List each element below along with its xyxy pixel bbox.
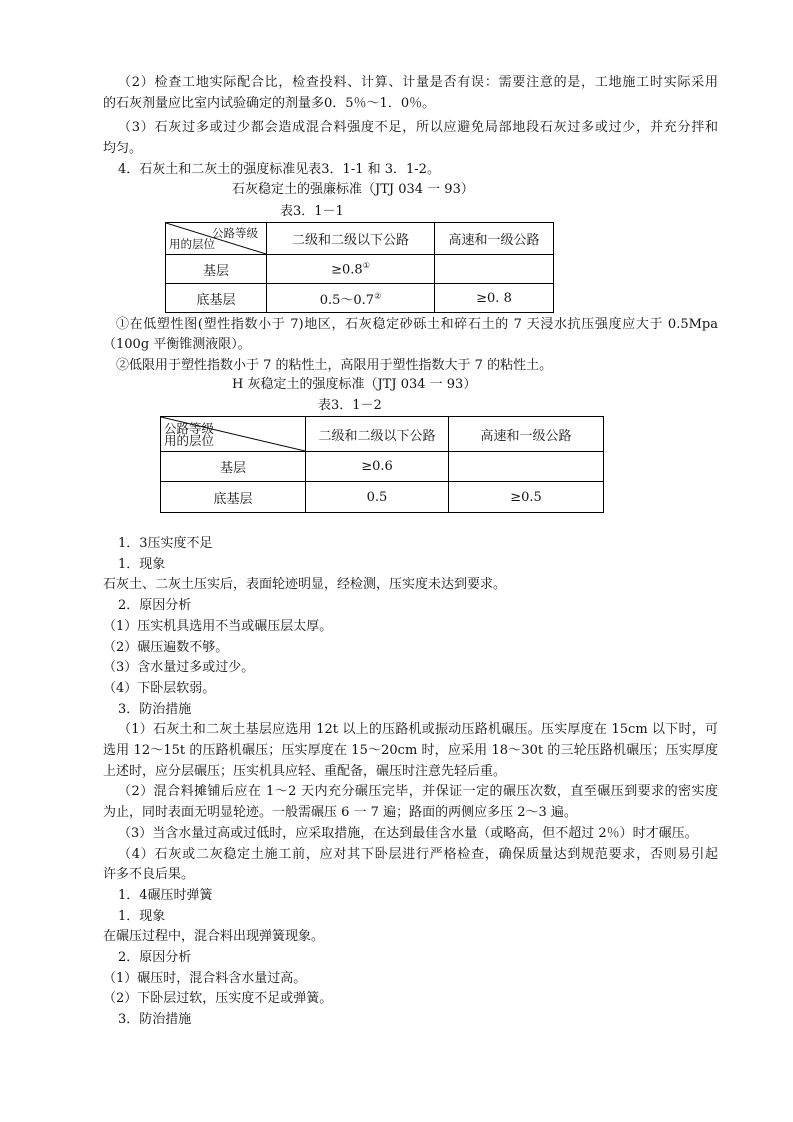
table1-title: 石灰稳定土的强廉标准（JTJ 034 一 93） [232, 182, 474, 197]
section-heading: 1．3压实度不足 [118, 536, 213, 551]
table2-caption: 表3．1－2 [318, 398, 382, 413]
subheading: 2．原因分析 [118, 598, 192, 614]
paragraph-line: （2）检查工地实际配合比，检查投料、计算、计量是否有误：需要注意的是，工地施工时实际采用 [118, 75, 718, 90]
subheading: 2．原因分析 [118, 950, 192, 965]
footnote-line: （100g 平衡锥测液限）。 [103, 337, 251, 352]
value-cell [449, 452, 604, 482]
paragraph-line: （3）含水量过多或过少。 [103, 660, 255, 676]
paragraph-line: 4．石灰土和二灰土的强度标准见表3．1-1 和 3．1-2。 [118, 162, 440, 177]
table-row [166, 284, 554, 313]
value-cell [435, 255, 554, 284]
paragraph-line: （1）石灰土和二灰土基层应选用 12t 以上的压路机或振动压路机碾压。压实厚度在 15cm 以下时，可 [118, 722, 718, 738]
layer-cell: 底基层 [161, 482, 306, 513]
table-row [166, 255, 554, 284]
footnote-line: ②低限用于塑性指数小于 7 的粘性土，高限用于塑性指数大于 7 的粘性土。 [116, 358, 553, 373]
paragraph-line: 上述时，应分层碾压；压实机具应轻、重配备，碾压时注意先轻后重。 [103, 763, 507, 779]
paragraph-line: （2）下卧层过软，压实度不足或弹簧。 [103, 991, 333, 1007]
value-cell: ≥0. 8 [435, 284, 554, 313]
layer-cell: 基层 [161, 452, 306, 482]
subheading: 1．现象 [118, 556, 166, 572]
header-bottom-label: 用的层位 [164, 433, 215, 448]
footnote-marker: ① [362, 260, 370, 270]
layer-cell: 底基层 [166, 284, 267, 313]
value-cell [267, 284, 435, 313]
subheading: 3．防治措施 [118, 701, 192, 717]
column-header: 高速和一级公路 [435, 223, 554, 255]
paragraph-line: （4）下卧层软弱。 [103, 680, 216, 696]
value-text: 0.5～0.7 [319, 292, 375, 308]
table2-title: H 灰稳定土的强度标准（JTJ 034 一 93） [232, 377, 477, 392]
column-header: 二级和二级以下公路 [267, 223, 435, 255]
column-header: 高速和一级公路 [449, 417, 604, 452]
value-cell [267, 255, 435, 284]
table-row [161, 452, 604, 482]
table1-caption: 表3．1－1 [280, 204, 344, 219]
paragraph-line: （1）压实机具选用不当或碾压层太厚。 [103, 618, 333, 634]
paragraph-line: 在碾压过程中，混合料出现弹簧现象。 [103, 929, 325, 945]
value-cell: 0.5 [306, 482, 449, 513]
paragraph-line: （4）石灰或二灰稳定土施工前，应对其下卧层进行严格检查，确保质量达到规范要求，否则易引起 [118, 846, 718, 862]
column-header: 二级和二级以下公路 [306, 417, 449, 452]
table2-diagonal-header [161, 417, 306, 452]
header-top-label: 公路等级 [212, 226, 258, 240]
paragraph-line: 的石灰剂量应比室内试验确定的剂量多0．5％～1．0％。 [103, 96, 436, 111]
layer-cell: 基层 [166, 255, 267, 284]
subheading: 1．现象 [118, 908, 166, 924]
paragraph-line: 石灰土、二灰土压实后，表面轮迹明显，经检测，压实度未达到要求。 [103, 577, 507, 593]
footnote-marker: ② [374, 291, 382, 301]
subheading: 3．防治措施 [118, 1012, 192, 1028]
footnote-line: ①在低塑性图(塑性指数小于 7)地区，石灰稳定砂砾土和碎石土的 7 天浸水抗压强度应大于 0.5Mpa [116, 317, 718, 332]
paragraph-line: （2）碾压遍数不够。 [103, 639, 229, 655]
paragraph-line: （1）碾压时，混合料含水量过高。 [103, 970, 307, 986]
paragraph-line: （2）混合料摊铺后应在 1～2 天内充分碾压完毕，并保证一定的碾压次数，直至碾压到要求的密实度 [118, 784, 718, 800]
paragraph-line: （3）当含水量过高或过低时，应采取措施，在达到最佳含水量（或略高，但不超过 2％）时才碾压。 [118, 825, 698, 841]
value-cell: ≥0.6 [306, 452, 449, 482]
section-heading: 1．4碾压时弹簧 [118, 887, 213, 903]
value-cell: ≥0.5 [449, 482, 604, 513]
paragraph-line: 均匀。 [103, 141, 143, 156]
value-text: ≥0.8 [331, 262, 363, 278]
table1-diagonal-header [166, 223, 267, 255]
header-top-label: 公路等级 [164, 421, 215, 436]
paragraph-line: 选用 12～15t 的压路机碾压；压实厚度在 15～20cm 时，应采用 18～30t 的三轮压路机碾压；压实厚度 [103, 743, 718, 758]
header-bottom-label: 用的层位 [169, 237, 215, 251]
table2 [160, 416, 604, 513]
paragraph-line: 为止，同时表面无明显轮迹。一般需碾压 6 一 7 遍；路面的两侧应多压 2～3 遍。 [103, 805, 577, 821]
paragraph-line: （3）石灰过多或过少都会造成混合料强度不足，所以应避免局部地段石灰过多或过少，并充分拌和 [118, 120, 718, 135]
paragraph-line: 许多不良后果。 [103, 867, 195, 883]
table1 [165, 222, 554, 313]
table-row [161, 482, 604, 513]
